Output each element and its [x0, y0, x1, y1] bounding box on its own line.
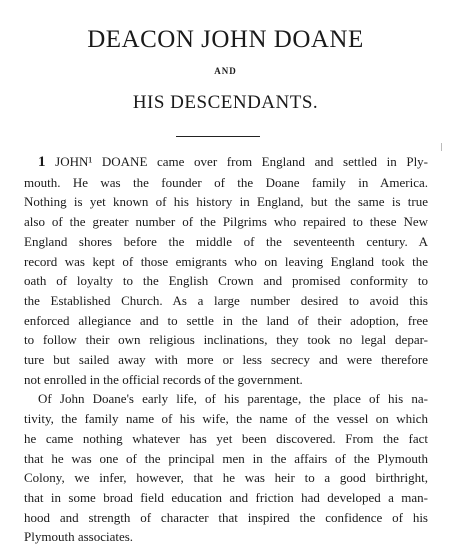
entry-number: 1: [38, 154, 46, 170]
text-line: Colony, we infer, however, that he was heir to a good birthright,: [24, 470, 428, 486]
text-line: record was kept of those emigrants who on leaving England took the: [24, 253, 428, 269]
text-line: to follow their own religious inclinations, they took no legal depar-: [24, 332, 428, 348]
text-line: the Established Church. As a large number desired to avoid this: [24, 292, 428, 308]
text-line: 1 JOHN¹ DOANE came over from England and settled in Ply-: [38, 154, 429, 170]
text-line: enforced allegiance and to settle in the land of their adoption, free: [24, 312, 428, 328]
text-line: Plymouth associates.: [24, 529, 134, 545]
text-line: Of John Doane's early life, of his parentage, the place of his na-: [38, 391, 428, 407]
text-line: also of the greater number of the Pilgrims who repaired to these New: [24, 214, 428, 230]
page-subtitle: HIS DESCENDANTS.: [132, 92, 319, 113]
margin-mark: [441, 143, 442, 151]
text-line: tivity, the family name of his wife, the name of the vessel on which: [24, 411, 428, 427]
text-line: ture but sailed away with more or less secrecy and were therefore: [24, 352, 428, 368]
text-line: that in some broad field education and friction had developed a man-: [24, 489, 428, 505]
title-divider: [176, 136, 260, 137]
text-line: mouth. He was the founder of the Doane family in America.: [24, 174, 428, 190]
text-line: Nothing is yet known of his history in England, but the same is true: [24, 194, 428, 210]
title-conjunction: AND: [214, 66, 237, 76]
text-line: England shores before the middle of the seventeenth century. A: [24, 233, 428, 249]
text-line: not enrolled in the official records of the government.: [24, 371, 303, 387]
body-text: [24, 152, 428, 547]
text-line: oath of loyalty to the English Crown and promised conformity to: [24, 273, 428, 289]
text-line: hood and strength of character that inspired the confidence of his: [24, 509, 428, 525]
text-line: that he was one of the principal men in the affairs of the Plymouth: [24, 450, 428, 466]
text-line: he came nothing whatever has yet been discovered. From the fact: [24, 430, 428, 446]
page-title: DEACON JOHN DOANE: [87, 26, 364, 53]
